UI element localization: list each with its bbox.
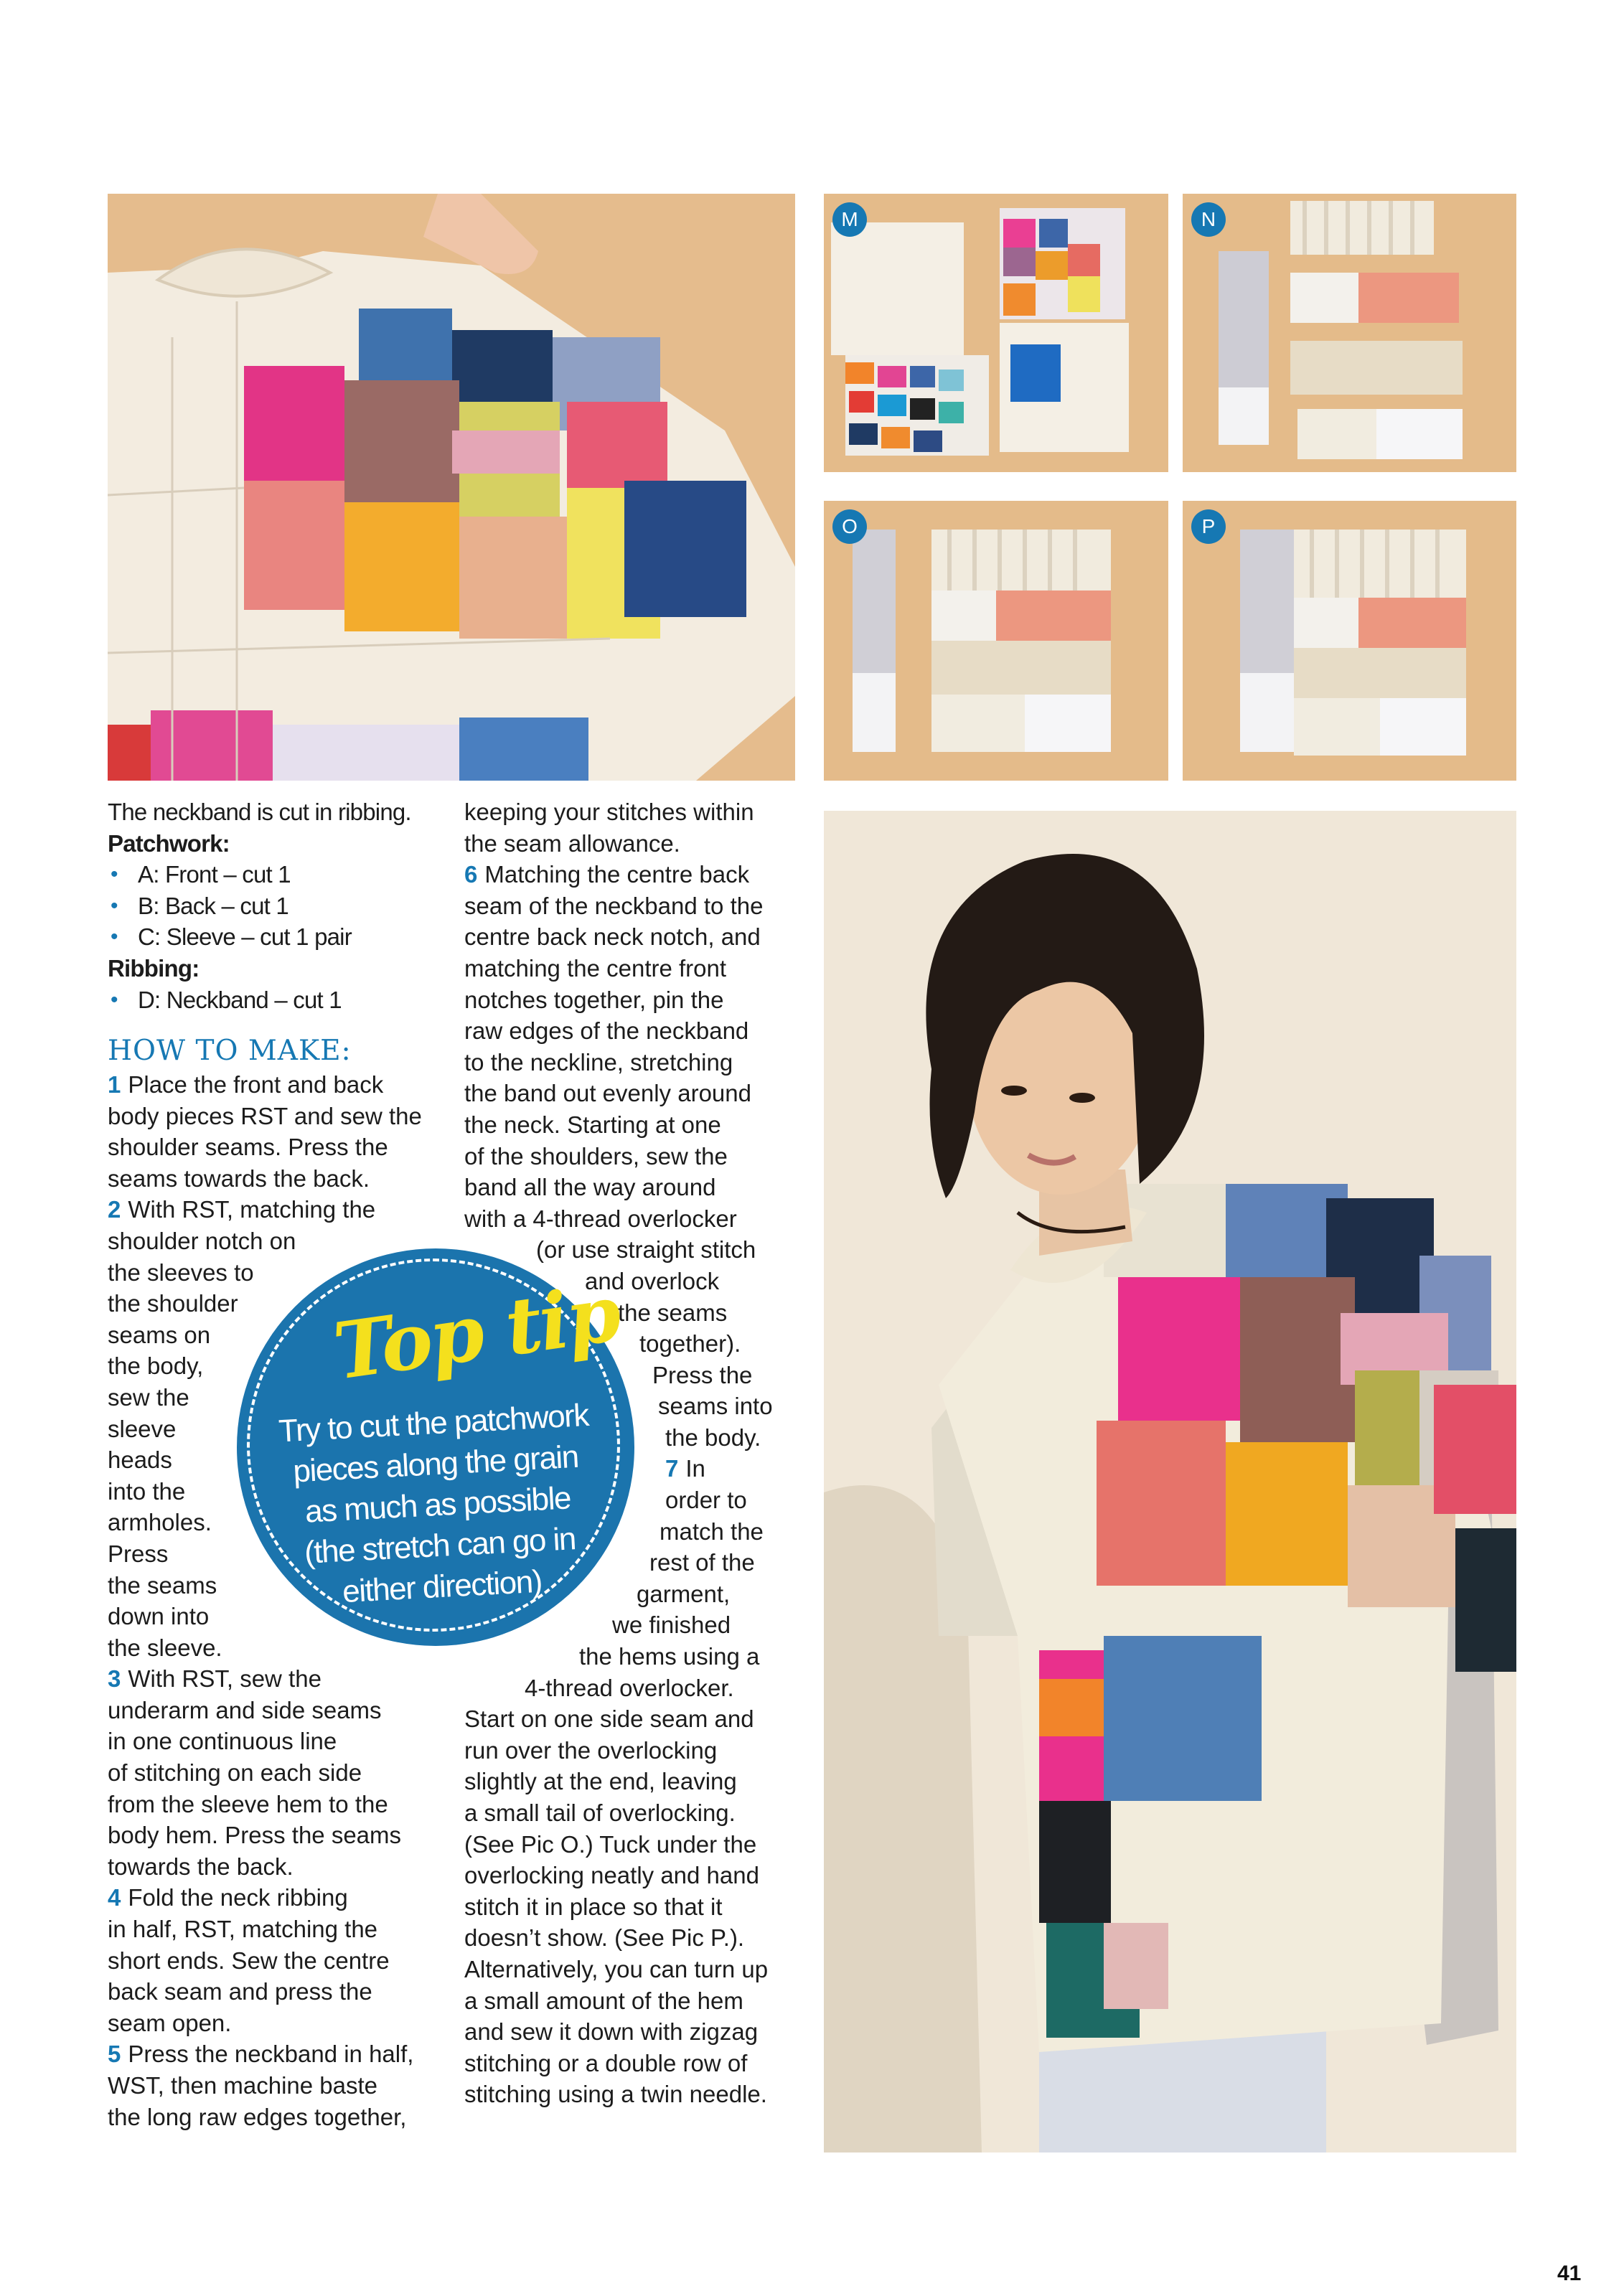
step-text: seams on	[108, 1321, 211, 1348]
list-item: • A: Front – cut 1	[111, 861, 291, 888]
step-number: 7	[665, 1455, 679, 1482]
step-text: the sleeves to	[108, 1258, 254, 1286]
instruction-line	[108, 2008, 452, 2039]
step-text: heads	[108, 1446, 172, 1474]
step-text: the body.	[665, 1424, 761, 1451]
photo-label-p: P	[1191, 509, 1226, 544]
step-text: and sew it down with zigzag	[464, 2018, 759, 2046]
instruction-line	[108, 1976, 452, 2008]
step-text: the long raw edges together,	[108, 2103, 407, 2130]
step-text: (See Pic O.) Tuck under the	[464, 1830, 757, 1858]
step-text: keeping your stitches within	[464, 799, 754, 825]
top-tip-title: Top tip	[328, 1268, 625, 1398]
step-text: from the sleeve hem to the	[108, 1790, 388, 1817]
step-text: band all the way around	[464, 1174, 716, 1201]
top-tip-line: (the stretch can go in	[304, 1521, 576, 1571]
step-text: the seams	[108, 1571, 217, 1599]
step-text: seams into	[658, 1393, 773, 1420]
step-text: and overlock	[585, 1267, 720, 1294]
how-to-make-heading: HOW TO MAKE:	[108, 1035, 352, 1067]
instruction-line	[464, 1234, 809, 1266]
step-text: together).	[639, 1330, 741, 1358]
page-number: 41	[1557, 2262, 1582, 2285]
step-text: doesn’t show. (See Pic P.).	[464, 1924, 745, 1952]
instruction-line	[464, 1922, 809, 1954]
top-tip-line: Try to cut the patchwork	[278, 1397, 589, 1449]
instruction-line	[108, 1757, 452, 1789]
step-text: sleeve	[108, 1415, 177, 1442]
step-text: garment,	[637, 1580, 731, 1607]
step-text: with a 4-thread overlocker	[464, 1205, 737, 1232]
step-text: order to	[665, 1487, 747, 1514]
instruction-line	[108, 1131, 452, 1163]
photo-p-patchwork-block	[1183, 501, 1516, 781]
instruction-line	[108, 2038, 452, 2070]
instruction-line	[464, 2079, 809, 2110]
instruction-line	[108, 1101, 452, 1132]
step-text: the body,	[108, 1352, 204, 1380]
instruction-line	[108, 1726, 452, 1757]
step-text: notches together, pin the	[464, 986, 724, 1013]
instruction-line	[464, 1078, 809, 1109]
list-item: • D: Neckband – cut 1	[111, 986, 342, 1013]
step-text: of stitching on each side	[108, 1759, 362, 1787]
instruction-line	[464, 2016, 809, 2048]
instruction-line	[464, 1829, 809, 1860]
step-text: body pieces RST and sew the	[108, 1102, 422, 1129]
instruction-line	[464, 921, 809, 953]
instruction-line	[464, 1797, 809, 1829]
step-text: seam open.	[108, 2009, 232, 2036]
photo-o-strips-sewn	[824, 501, 1168, 781]
instruction-line	[464, 828, 809, 860]
step-text: to the neckline, stretching	[464, 1048, 733, 1076]
instruction-line	[108, 2102, 452, 2133]
step-text: 4-thread overlocker.	[525, 1674, 734, 1701]
instruction-line	[464, 1985, 809, 2017]
step-text: into the	[108, 1477, 186, 1505]
step-text: sew the	[108, 1383, 189, 1411]
step-text: towards the back.	[108, 1853, 294, 1880]
instruction-line	[464, 1047, 809, 1078]
step-text: Press the	[652, 1361, 753, 1388]
step-number: 5	[108, 2041, 121, 2068]
top-tip-line: either direction)	[341, 1563, 543, 1610]
instruction-line	[464, 796, 809, 828]
instruction-line	[464, 859, 809, 890]
step-text: we finished	[612, 1612, 731, 1639]
step-text: Fold the neck ribbing	[128, 1884, 348, 1911]
photo-model-wearing-top	[824, 811, 1516, 2152]
ribbing-heading: Ribbing:	[108, 954, 200, 982]
photo-n-strips-laid-out	[1183, 194, 1516, 472]
step-text: With RST, sew the	[128, 1665, 321, 1693]
instruction-line	[108, 1789, 452, 1820]
step-text: the neck. Starting at one	[464, 1111, 721, 1138]
step-text: match the	[660, 1518, 764, 1545]
step-text: shoulder seams. Press the	[108, 1134, 388, 1161]
instruction-line	[108, 1695, 452, 1726]
step-text: With RST, matching the	[128, 1196, 376, 1223]
instruction-line	[108, 1069, 452, 1101]
step-text: the shoulder	[108, 1290, 238, 1317]
instruction-line	[464, 984, 809, 1016]
step-text: stitching or a double row of	[464, 2049, 748, 2076]
step-number: 2	[108, 1196, 121, 1223]
step-number: 4	[108, 1884, 121, 1911]
step-text: overlocking neatly and hand	[464, 1862, 759, 1889]
step-text: WST, then machine baste	[108, 2072, 378, 2099]
instruction-line	[464, 2048, 809, 2079]
instruction-line	[108, 1851, 452, 1883]
step-text: the seam allowance.	[464, 829, 680, 857]
step-text: armholes.	[108, 1509, 212, 1536]
step-text: of the shoulders, sew the	[464, 1142, 728, 1170]
top-tip-line: as much as possible	[304, 1480, 572, 1530]
step-text: Alternatively, you can turn up	[464, 1955, 769, 1982]
step-text: raw edges of the neckband	[464, 1017, 749, 1045]
step-text: underarm and side seams	[108, 1696, 382, 1723]
step-text: seam of the neckband to the	[464, 892, 764, 919]
step-text: the hems using a	[579, 1643, 760, 1670]
step-text: In	[685, 1455, 705, 1482]
step-text: slightly at the end, leaving	[464, 1768, 737, 1795]
step-number: 6	[464, 861, 478, 888]
instruction-line	[464, 1141, 809, 1172]
step-text: seams towards the back.	[108, 1165, 370, 1192]
photo-label-m: M	[832, 202, 867, 237]
instruction-line	[108, 1163, 452, 1195]
step-text: rest of the	[649, 1549, 755, 1576]
neckband-note: The neckband is cut in ribbing.	[108, 799, 411, 825]
step-text: the band out evenly around	[464, 1080, 751, 1107]
instruction-line	[108, 2070, 452, 2102]
instruction-line	[464, 890, 809, 922]
step-text: the seams	[618, 1299, 728, 1326]
step-number: 1	[108, 1071, 121, 1098]
step-text: the sleeve.	[108, 1634, 222, 1661]
instruction-line	[464, 1203, 809, 1235]
list-item: • B: Back – cut 1	[111, 892, 288, 919]
top-tip-text	[268, 1394, 608, 1616]
photo-label-o: O	[832, 509, 867, 544]
instruction-line	[464, 1891, 809, 1923]
instruction-line	[464, 1015, 809, 1047]
step-text: short ends. Sew the centre	[108, 1947, 390, 1974]
instruction-line	[464, 1172, 809, 1203]
step-text: in one continuous line	[108, 1728, 337, 1755]
step-text: Press	[108, 1540, 169, 1567]
step-text: body hem. Press the seams	[108, 1822, 402, 1849]
instruction-line	[108, 1882, 452, 1914]
patchwork-heading: Patchwork:	[108, 829, 230, 857]
step-text: (or use straight stitch	[536, 1236, 756, 1264]
step-number: 3	[108, 1665, 121, 1693]
step-text: stitching using a twin needle.	[464, 2081, 767, 2108]
list-item: • C: Sleeve – cut 1 pair	[111, 923, 352, 951]
instruction-line	[464, 1954, 809, 1985]
step-text: matching the centre front	[464, 954, 727, 982]
step-text: a small amount of the hem	[464, 1987, 743, 2014]
step-text: a small tail of overlocking.	[464, 1799, 736, 1826]
photo-m-patch-layout	[824, 194, 1168, 472]
step-text: centre back neck notch, and	[464, 923, 761, 951]
instruction-line	[464, 1703, 809, 1735]
photo-label-n: N	[1191, 202, 1226, 237]
instruction-line	[108, 1914, 452, 1945]
materials-list	[108, 796, 452, 1015]
instruction-line	[108, 1663, 452, 1695]
step-text: Place the front and back	[128, 1071, 384, 1098]
instruction-line	[108, 1820, 452, 1851]
instruction-line	[464, 953, 809, 984]
instruction-line	[464, 1735, 809, 1766]
step-text: Start on one side seam and	[464, 1705, 754, 1733]
step-text: stitch it in place so that it	[464, 1893, 723, 1920]
instruction-line	[464, 1860, 809, 1891]
instruction-line	[464, 1109, 809, 1141]
step-text: in half, RST, matching the	[108, 1916, 378, 1943]
top-tip-line: pieces along the grain	[292, 1439, 579, 1490]
step-text: Matching the centre back	[484, 861, 750, 888]
instruction-line	[464, 1766, 809, 1797]
step-text: down into	[108, 1603, 210, 1630]
instruction-line	[108, 1194, 452, 1225]
step-text: run over the overlocking	[464, 1736, 718, 1764]
photo-flat-patchwork-top	[108, 194, 795, 781]
step-text: back seam and press the	[108, 1978, 372, 2005]
step-text: shoulder notch on	[108, 1227, 296, 1254]
instruction-line	[108, 1945, 452, 1977]
step-text: Press the neckband in half,	[128, 2041, 414, 2068]
instruction-line	[464, 1672, 809, 1704]
instruction-line	[464, 1641, 809, 1672]
